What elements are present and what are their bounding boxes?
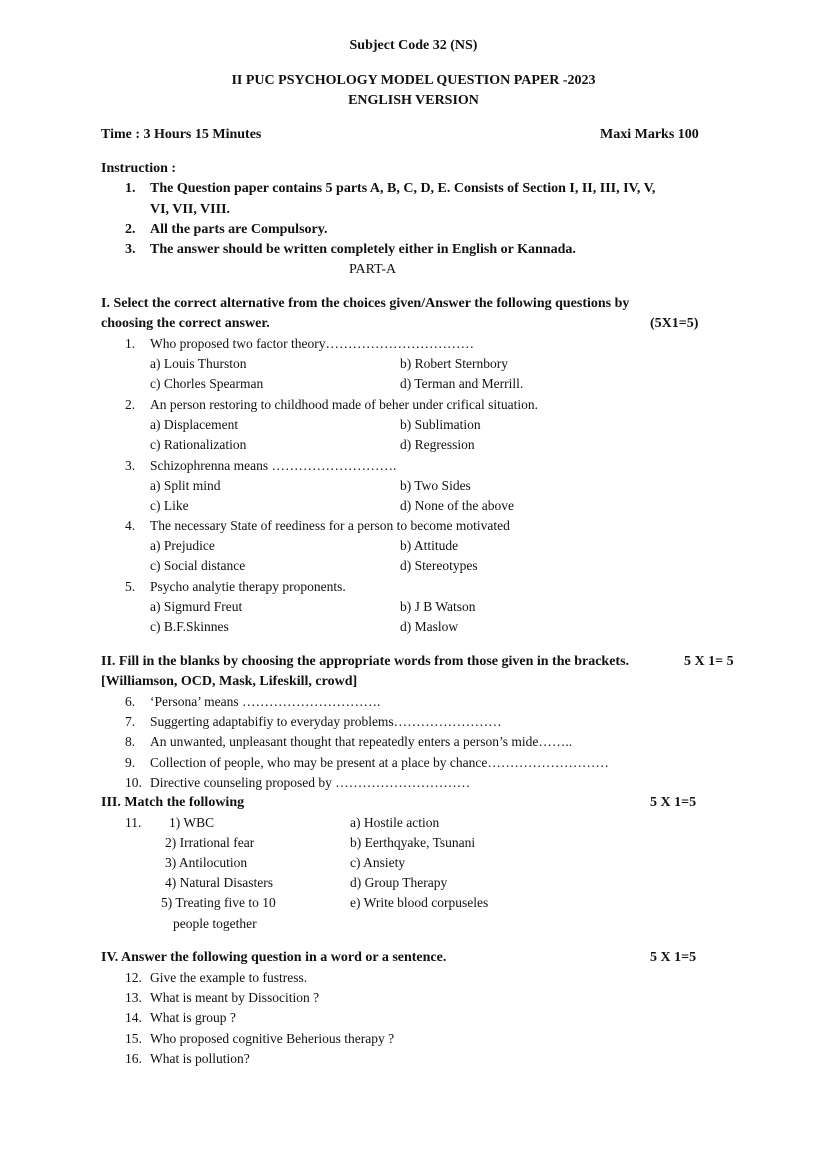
question-text: An unwanted, unpleasant thought that repeatedly enters a person’s mide……..	[150, 734, 573, 749]
question-number: 8.	[125, 734, 136, 749]
option-b: b) Robert Sternbory	[400, 356, 508, 371]
max-marks: Maxi Marks 100	[600, 127, 699, 142]
section-4-marks: 5 X 1=5	[650, 950, 697, 965]
question-number: 12.	[125, 970, 142, 985]
match-right-item: b) Eerthqyake, Tsunani	[350, 835, 476, 850]
option-a: a) Louis Thurston	[150, 356, 247, 371]
option-b: b) J B Watson	[400, 599, 476, 614]
section-1-marks: (5X1=5)	[650, 316, 699, 331]
match-left-item: 2) Irrational fear	[165, 835, 255, 850]
section-3-marks: 5 X 1=5	[650, 795, 697, 810]
option-c: c) B.F.Skinnes	[150, 619, 229, 634]
option-d: d) Maslow	[400, 619, 459, 634]
instruction-text: The answer should be written completely either in English or Kannada.	[150, 242, 576, 257]
option-d: d) Stereotypes	[400, 558, 478, 573]
section-1-heading: I. Select the correct alternative from the choices given/Answer the following questions by	[101, 296, 630, 311]
option-b: b) Attitude	[400, 538, 459, 553]
match-left-item: people together	[173, 916, 257, 931]
question-text: What is pollution?	[150, 1051, 250, 1066]
instruction-text: The Question paper contains 5 parts A, B, C, D, E. Consists of Section I, II, III, IV, V,	[150, 181, 656, 196]
option-a: a) Displacement	[150, 417, 239, 432]
question-number: 2.	[125, 397, 136, 412]
question-text: Who proposed two factor theory……………………………	[150, 336, 474, 351]
question-text: The necessary State of reediness for a person to become motivated	[150, 518, 510, 533]
instruction-number: 1.	[125, 181, 136, 196]
match-right-item: c) Ansiety	[350, 855, 406, 870]
question-number: 4.	[125, 518, 136, 533]
question-text: ‘Persona’ means ………………………….	[150, 694, 381, 709]
question-text: Directive counseling proposed by …………………………	[150, 775, 471, 790]
question-text: Schizophrenna means ……………………….	[150, 458, 397, 473]
option-b: b) Two Sides	[400, 478, 471, 493]
question-text: Collection of people, who may be present at a place by chance………………………	[150, 755, 609, 770]
option-c: c) Rationalization	[150, 437, 247, 452]
question-number: 7.	[125, 714, 136, 729]
option-b: b) Sublimation	[400, 417, 481, 432]
question-text: An person restoring to childhood made of beher under crifical situation.	[150, 397, 539, 412]
option-a: a) Prejudice	[150, 538, 215, 553]
match-left-item: 1) WBC	[169, 815, 215, 830]
instruction-text: VI, VII, VIII.	[150, 202, 231, 217]
exam-time: Time : 3 Hours 15 Minutes	[101, 127, 262, 142]
question-text: Suggerting adaptabifiy to everyday problems……………………	[150, 714, 502, 729]
section-3-heading: III. Match the following	[101, 795, 245, 810]
question-text: Give the example to fustress.	[150, 970, 308, 985]
question-text: What is group ?	[150, 1010, 236, 1025]
option-c: c) Chorles Spearman	[150, 376, 264, 391]
question-number: 14.	[125, 1010, 142, 1025]
question-number: 6.	[125, 694, 136, 709]
option-a: a) Sigmurd Freut	[150, 599, 243, 614]
match-left-item: 3) Antilocution	[165, 855, 248, 870]
question-text: Psycho analytie therapy proponents.	[150, 579, 346, 594]
match-left-item: 4) Natural Disasters	[165, 875, 273, 890]
match-right-item: d) Group Therapy	[350, 875, 448, 890]
question-number: 5.	[125, 579, 136, 594]
match-right-item: e) Write blood corpuseles	[350, 895, 489, 910]
subject-code: Subject Code 32 (NS)	[349, 38, 478, 53]
part-label: PART-A	[349, 262, 397, 277]
section-4-heading: IV. Answer the following question in a word or a sentence.	[101, 950, 447, 965]
question-number: 13.	[125, 990, 142, 1005]
section-1-heading: choosing the correct answer.	[101, 316, 270, 331]
question-text: Who proposed cognitive Beherious therapy ?	[150, 1031, 395, 1046]
option-c: c) Like	[150, 498, 189, 513]
option-d: d) Terman and Merrill.	[400, 376, 524, 391]
word-bank: [Williamson, OCD, Mask, Lifeskill, crowd]	[101, 674, 358, 689]
paper-title: II PUC PSYCHOLOGY MODEL QUESTION PAPER -2023	[231, 73, 596, 88]
option-d: d) Regression	[400, 437, 475, 452]
section-2-marks: 5 X 1= 5	[684, 654, 734, 669]
question-number: 3.	[125, 458, 136, 473]
match-right-item: a) Hostile action	[350, 815, 440, 830]
instruction-number: 3.	[125, 242, 136, 257]
question-number: 16.	[125, 1051, 142, 1066]
instruction-text: All the parts are Compulsory.	[150, 222, 328, 237]
section-2-heading: II. Fill in the blanks by choosing the appropriate words from those given in the brackets.	[101, 654, 630, 669]
option-a: a) Split mind	[150, 478, 221, 493]
match-left-item: 5) Treating five to 10	[161, 895, 276, 910]
question-text: What is meant by Dissocition ?	[150, 990, 320, 1005]
instruction-number: 2.	[125, 222, 136, 237]
paper-version: ENGLISH VERSION	[348, 93, 479, 108]
question-number: 9.	[125, 755, 136, 770]
option-d: d) None of the above	[400, 498, 514, 513]
question-number: 15.	[125, 1031, 142, 1046]
question-number: 10.	[125, 775, 142, 790]
instruction-heading: Instruction :	[101, 161, 177, 176]
question-number: 1.	[125, 336, 136, 351]
question-number: 11.	[125, 815, 142, 830]
option-c: c) Social distance	[150, 558, 246, 573]
